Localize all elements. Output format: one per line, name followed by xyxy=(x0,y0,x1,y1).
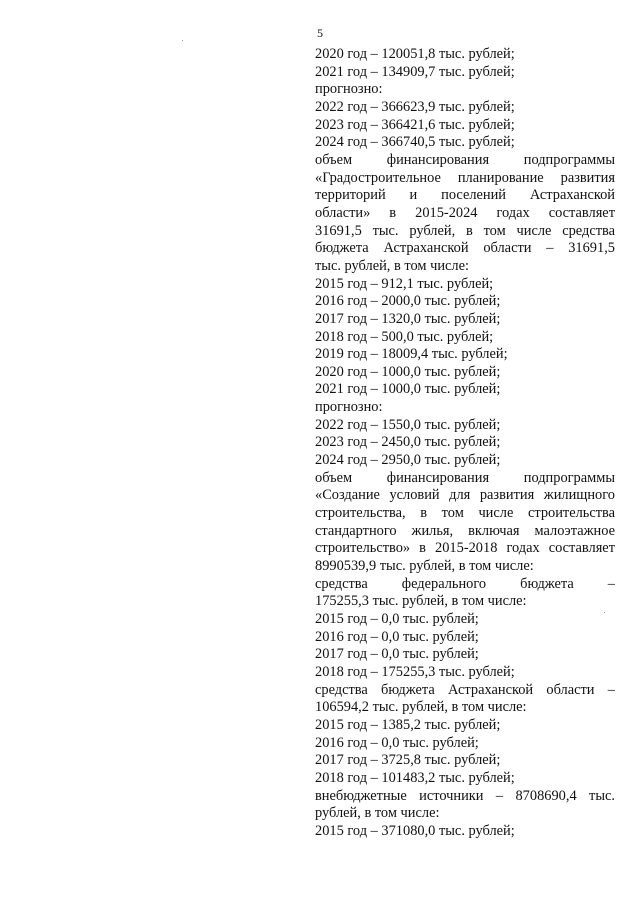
paragraph-line: стандартного жилья, включая малоэтажное xyxy=(315,522,615,539)
text-line: 2020 год – 1000,0 тыс. рублей; xyxy=(315,363,501,380)
paragraph-housing xyxy=(315,470,615,576)
text-line: 2021 год – 1000,0 тыс. рублей; xyxy=(315,381,501,398)
document-body xyxy=(315,46,615,841)
paragraph-extrabudgetary xyxy=(315,788,615,823)
text-line: 2015 год – 0,0 тыс. рублей; xyxy=(315,611,479,627)
paragraph-line: «Создание условий для развития жилищного xyxy=(315,487,615,504)
text-line: 2021 год – 134909,7 тыс. рублей; xyxy=(315,63,515,80)
text-line: 2016 год – 2000,0 тыс. рублей; xyxy=(315,293,501,310)
text-line: 2015 год – 1385,2 тыс. рублей; xyxy=(315,716,501,733)
paragraph-urban-planning xyxy=(315,152,615,276)
text-line: 2015 год – 371080,0 тыс. рублей; xyxy=(315,822,515,839)
text-line: 2023 год – 2450,0 тыс. рублей; xyxy=(315,434,501,451)
text-line: 2018 год – 175255,3 тыс. рублей; xyxy=(315,663,515,680)
text-line: прогнозно: xyxy=(315,399,383,416)
paragraph-line: области» в 2015-2024 годах составляет xyxy=(315,204,615,221)
text-line: 2019 год – 18009,4 тыс. рублей; xyxy=(315,346,508,363)
text-line: 2024 год – 2950,0 тыс. рублей; xyxy=(315,452,501,469)
text-line: 2016 год – 0,0 тыс. рублей; xyxy=(315,628,479,645)
text-line: 2017 год – 1320,0 тыс. рублей; xyxy=(315,310,501,327)
paragraph-line: строительство» в 2015-2018 годах составляет xyxy=(315,540,615,557)
text-line: 2017 год – 0,0 тыс. рублей; xyxy=(315,646,479,663)
funding-list-3 xyxy=(315,611,615,682)
text-line: прогнозно: xyxy=(315,81,383,98)
text-line: 2024 год – 366740,5 тыс. рублей; xyxy=(315,134,515,151)
funding-list-5 xyxy=(315,823,615,841)
funding-list-1 xyxy=(315,46,615,152)
text-line: 2017 год – 3725,8 тыс. рублей; xyxy=(315,752,501,769)
text-line: 2020 год – 120051,8 тыс. рублей; xyxy=(315,46,515,62)
paragraph-line: строительства, в том числе строительства xyxy=(315,505,615,522)
paragraph-federal-budget xyxy=(315,576,615,611)
paragraph-regional-budget xyxy=(315,682,615,717)
text-line: 2023 год – 366421,6 тыс. рублей; xyxy=(315,116,515,133)
scan-speck xyxy=(604,612,605,613)
paragraph-line: 31691,5 тыс. рублей, в том числе средства xyxy=(315,222,615,239)
paragraph-line: территорий и поселений Астраханской xyxy=(315,187,615,204)
funding-list-4 xyxy=(315,717,615,788)
text-line: 2015 год – 912,1 тыс. рублей; xyxy=(315,275,494,292)
scan-speck xyxy=(182,40,183,41)
paragraph-line: средства федерального бюджета – xyxy=(315,575,615,592)
paragraph-last-line: тыс. рублей, в том числе: xyxy=(315,257,469,274)
page-number: 5 xyxy=(317,26,323,40)
text-line: 2018 год – 500,0 тыс. рублей; xyxy=(315,328,494,345)
paragraph-last-line: 8990539,9 тыс. рублей, в том числе: xyxy=(315,558,534,575)
paragraph-line: внебюджетные источники – 8708690,4 тыс. xyxy=(315,787,615,804)
text-line: 2018 год – 101483,2 тыс. рублей; xyxy=(315,769,515,786)
paragraph-last-line: 175255,3 тыс. рублей, в том числе: xyxy=(315,593,527,610)
text-line: 2016 год – 0,0 тыс. рублей; xyxy=(315,734,479,751)
paragraph-line: бюджета Астраханской области – 31691,5 xyxy=(315,240,615,257)
paragraph-line: объем финансирования подпрограммы xyxy=(315,469,615,486)
funding-list-2 xyxy=(315,276,615,470)
paragraph-line: «Градостроительное планирование развития xyxy=(315,169,615,186)
paragraph-last-line: рублей, в том числе: xyxy=(315,805,440,822)
text-line: 2022 год – 1550,0 тыс. рублей; xyxy=(315,416,501,433)
paragraph-last-line: 106594,2 тыс. рублей, в том числе: xyxy=(315,699,527,716)
paragraph-line: средства бюджета Астраханской области – xyxy=(315,681,615,698)
text-line: 2022 год – 366623,9 тыс. рублей; xyxy=(315,98,515,115)
paragraph-line: объем финансирования подпрограммы xyxy=(315,151,615,168)
